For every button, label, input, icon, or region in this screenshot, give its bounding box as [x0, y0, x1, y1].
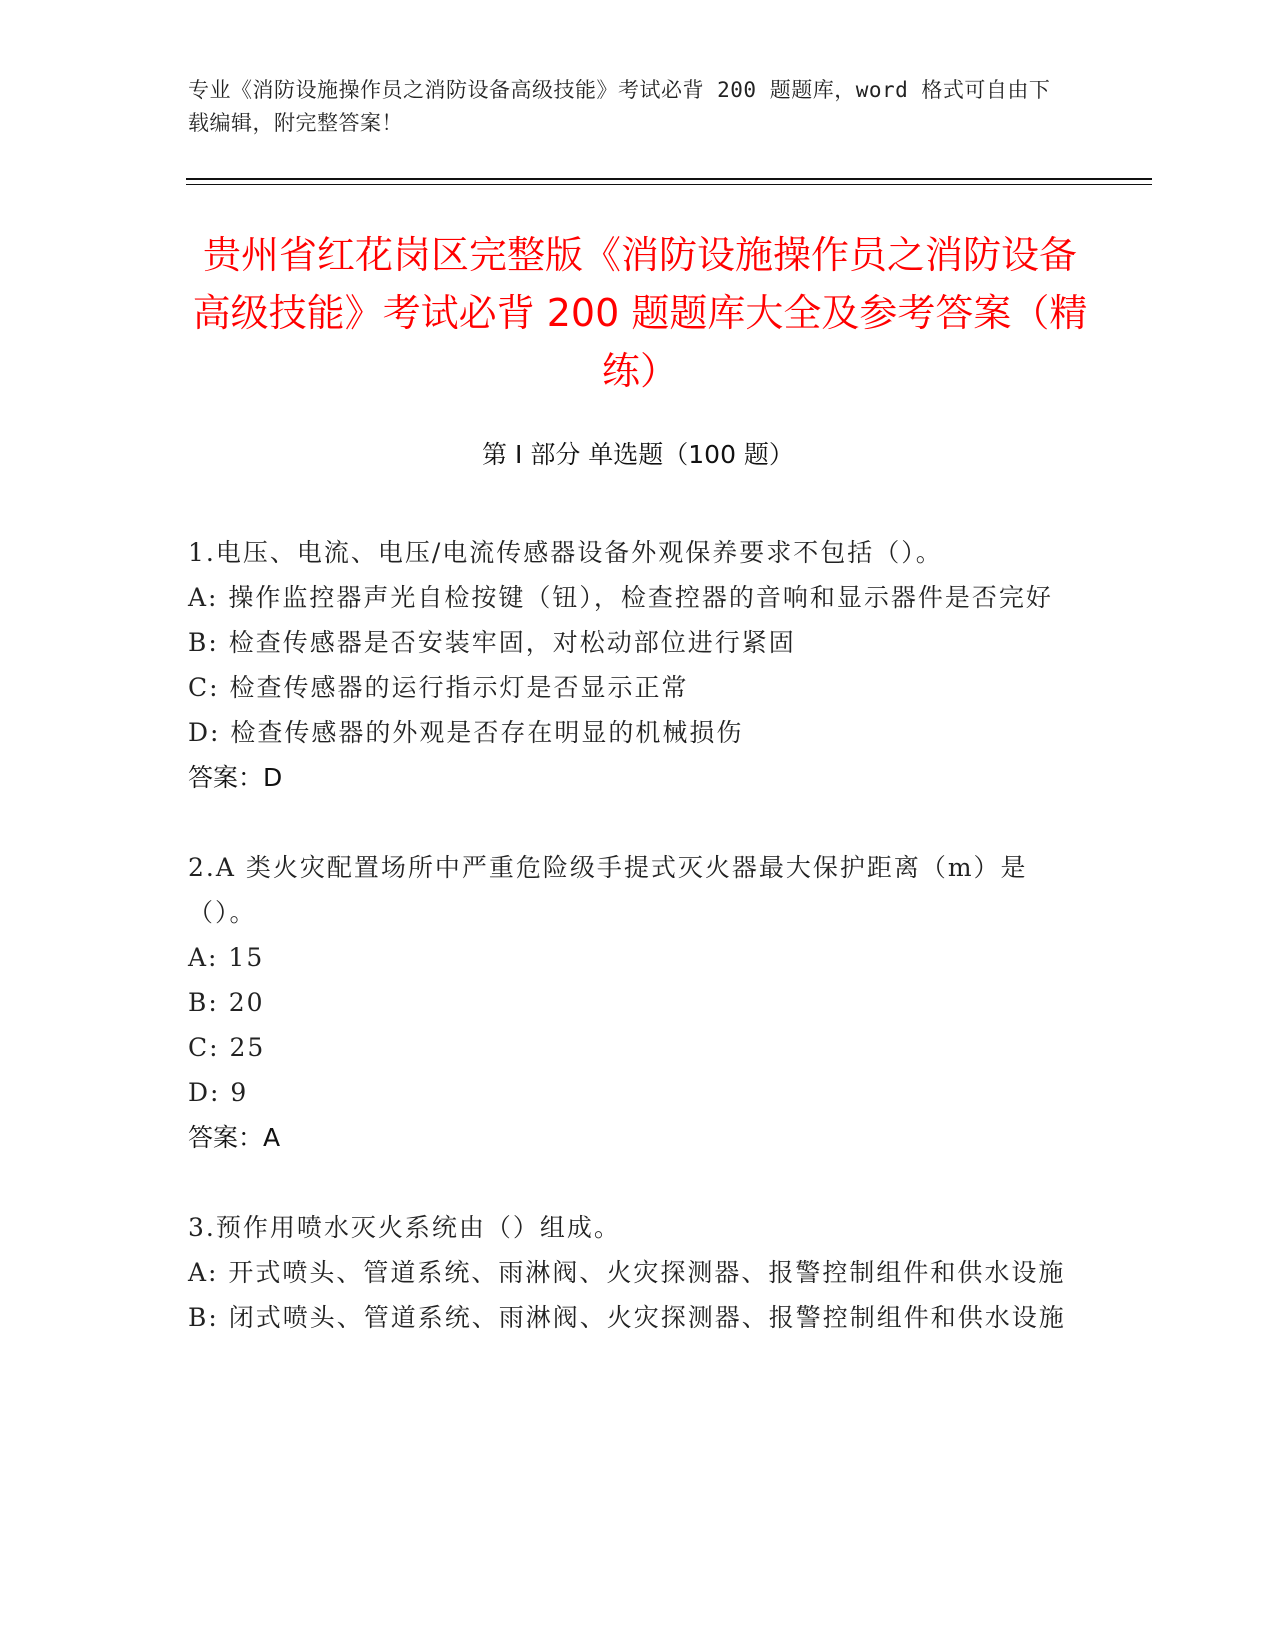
- option-b: B: 闭式喷头、管道系统、雨淋阀、火灾探测器、报警控制组件和供水设施: [188, 1303, 1066, 1332]
- option-a: A: 操作监控器声光自检按键（钮），检查控器的音响和显示器件是否完好: [188, 583, 1053, 612]
- option-a: A: 15: [188, 943, 265, 972]
- question-stem: 1.电压、电流、电压/电流传感器设备外观保养要求不包括（）。: [188, 538, 943, 567]
- option-d: D: 9: [188, 1078, 249, 1107]
- section-title: 第 I 部分 单选题（100 题）: [482, 440, 794, 469]
- option-b: B: 检查传感器是否安装牢固，对松动部位进行紧固: [188, 628, 796, 657]
- document-title: 贵州省红花岗区完整版《消防设施操作员之消防设备高级技能》考试必背 200 题题库大全及参考答案（精练）: [192, 233, 1088, 393]
- option-a: A: 开式喷头、管道系统、雨淋阀、火灾探测器、报警控制组件和供水设施: [188, 1258, 1066, 1287]
- option-d: D: 检查传感器的外观是否存在明显的机械损伤: [188, 718, 744, 747]
- question-1: [188, 530, 1068, 800]
- answer: 答案：D: [188, 763, 283, 792]
- answer: 答案：A: [188, 1123, 281, 1152]
- question-stem: 3.预作用喷水灭火系统由（）组成。: [188, 1213, 621, 1242]
- option-b: B: 20: [188, 988, 265, 1017]
- question-list: [188, 530, 1068, 1385]
- option-c: C: 25: [188, 1033, 266, 1062]
- question-3: [188, 1205, 1068, 1340]
- header-note: 专业《消防设施操作员之消防设备高级技能》考试必背 200 题题库，word 格式可自由下载编辑，附完整答案！: [188, 78, 1051, 135]
- header-rule-thick: [186, 178, 1152, 180]
- header-rule-thin: [186, 184, 1152, 185]
- question-stem: 2.A 类火灾配置场所中严重危险级手提式灭火器最大保护距离（m）是（）。: [188, 853, 1028, 927]
- question-2: [188, 845, 1068, 1160]
- option-c: C: 检查传感器的运行指示灯是否显示正常: [188, 673, 689, 702]
